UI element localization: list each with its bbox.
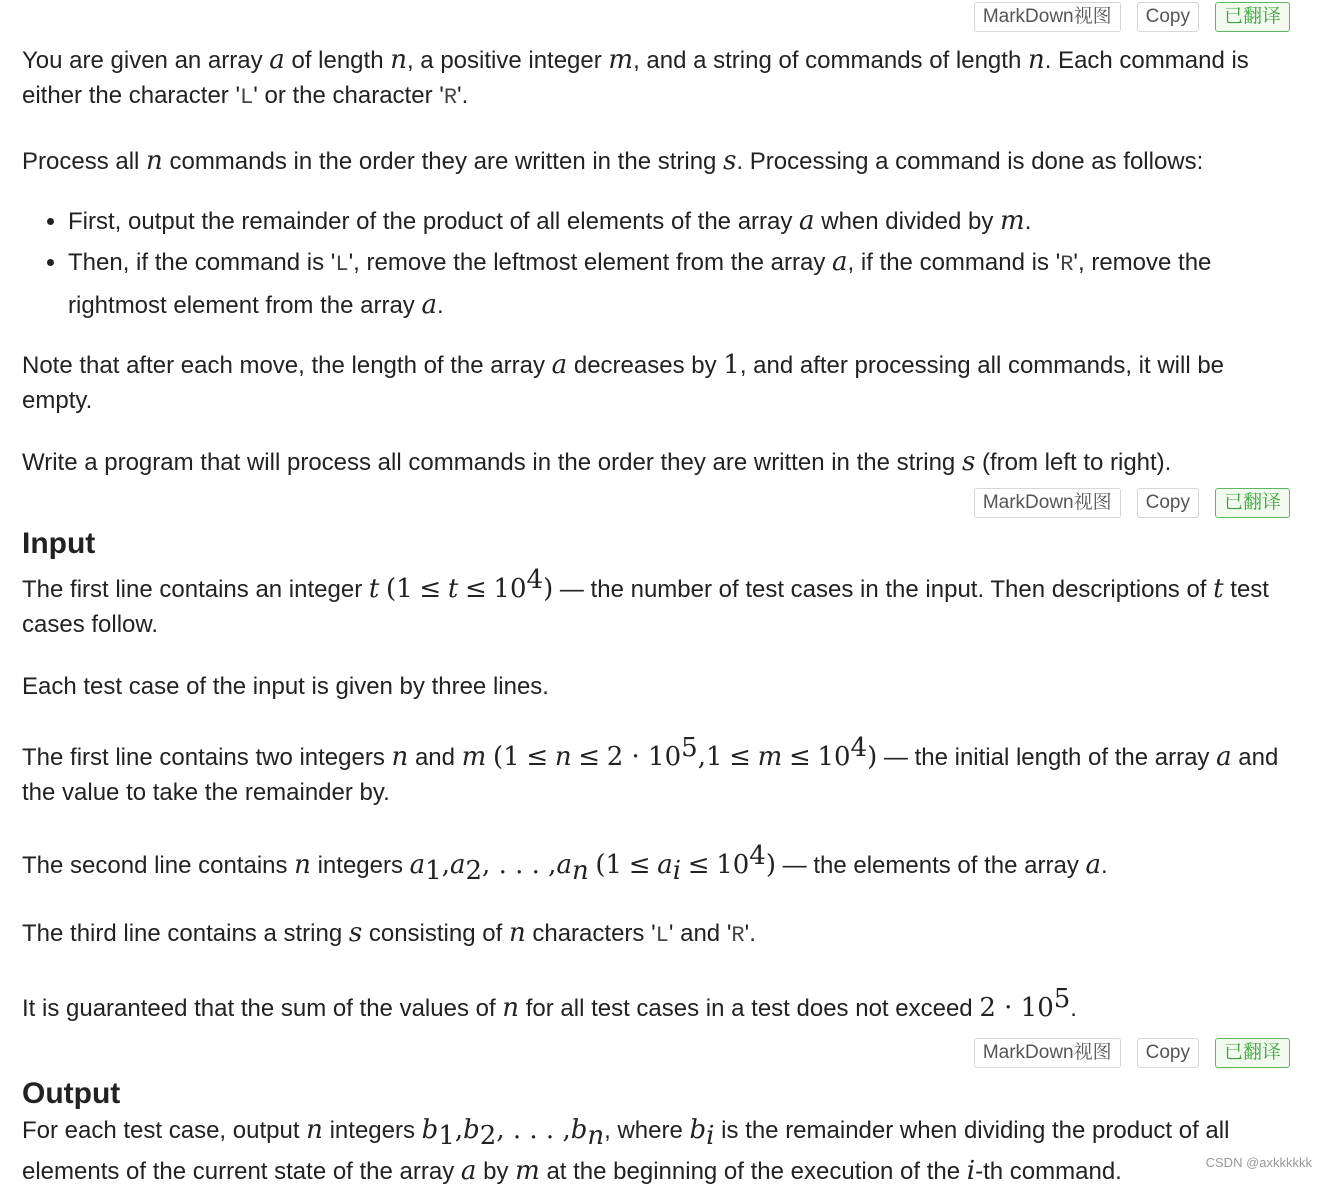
math-symbol: ) [867,742,878,772]
math-var: a [460,1155,477,1186]
math-var: s [348,917,363,948]
text: . [436,292,444,319]
math-symbol: ( [492,742,504,772]
copy-button[interactable]: Copy [1137,2,1199,32]
math-var: a [556,850,572,880]
math-symbol: , . . . , [482,850,557,880]
math-var: m [1000,206,1025,236]
math-exponent: 4 [850,733,868,763]
text: '. [744,919,756,947]
translated-button[interactable]: 已翻译 [1215,2,1290,32]
text: at the beginning of the execution of the [546,1157,961,1185]
math-var: n [390,45,407,75]
math-var: a [269,45,285,75]
text: Note that after each move, the length of the array [22,352,545,379]
input-heading: Input [22,527,96,560]
text: Process all [22,148,140,175]
text: — the initial length of the array [883,744,1210,771]
math-var: n [146,146,163,176]
text: — the elements of the array [782,852,1079,879]
math-symbol: , . . . , [496,1114,571,1145]
text: First, output the remainder of the product of all elements of the array [68,208,793,235]
text: commands in the order they are written in the string [169,148,717,175]
math-var: a [449,850,466,880]
list-item [68,242,1292,326]
math-var: a [551,350,568,380]
input-paragraph-5 [22,916,1292,953]
code-char: R [731,922,745,948]
math-number: 10 [716,850,750,880]
math-var: a [657,850,673,880]
copy-button[interactable]: Copy [1137,488,1199,518]
list-item [68,201,1292,242]
text: (from left to right). [981,449,1172,476]
output-toolbar [22,1038,1292,1068]
math-number: 1 [503,742,520,772]
text: consisting of [368,919,503,947]
text: for all test cases in a test does not exceed [525,994,973,1022]
math-var: b [421,1114,439,1145]
watermark: CSDN @axkkkkkk [1205,1155,1312,1170]
text: by [483,1157,509,1185]
input-paragraph-3 [22,731,1292,810]
text: decreases by [573,352,717,379]
math-var: s [723,146,737,176]
text: '. [457,82,469,109]
translated-button[interactable]: 已翻译 [1215,488,1290,518]
math-number: 1 [723,350,740,380]
math-var: a [1085,850,1102,880]
text: when divided by [821,208,994,235]
math-var: n [502,992,520,1023]
math-var: a [409,850,426,880]
output-paragraph-1 [22,1113,1292,1189]
text: integers [317,852,403,879]
math-number: 2 · 10 [979,992,1054,1023]
input-paragraph-4 [22,839,1292,889]
text: of length [291,47,384,74]
text: ', remove the rightmost element from the array [68,249,1212,319]
math-symbol: ≤ [729,742,751,772]
math-symbol: ( [385,574,397,604]
text: Write a program that will process all commands in the order they are written in the string [22,449,956,476]
math-var: n [1027,45,1045,75]
text: . [1101,852,1108,879]
math-symbol: ≤ [526,742,549,772]
statement-toolbar [22,2,1292,32]
math-symbol: ≤ [628,850,651,880]
math-subscript: 2 [479,1120,497,1151]
math-symbol: , [454,1114,464,1145]
math-exponent: 5 [681,733,698,763]
text: The third line contains a string [22,919,343,947]
input-paragraph-2 [22,669,1292,704]
math-subscript: 1 [425,855,442,886]
math-var: m [757,742,783,772]
math-number: 10 [493,574,527,604]
math-var: t [1213,574,1224,604]
math-number: 2 · 10 [606,742,682,772]
math-var: a [832,247,848,277]
code-char: L [335,252,349,277]
math-subscript: 2 [465,855,483,886]
text: ' and ' [668,919,732,947]
math-subscript: n [571,855,589,886]
math-var: n [306,1114,323,1145]
math-subscript: i [706,1120,715,1151]
math-symbol: ≤ [464,574,487,604]
math-symbol: ) [543,574,554,604]
process-steps-list [22,201,1292,326]
markdown-view-button[interactable]: MarkDown视图 [974,1038,1121,1068]
input-paragraph-1 [22,563,1292,642]
text: , and a string of commands of length [633,47,1022,74]
math-var: m [461,742,487,772]
text: The second line contains [22,852,288,879]
text: , and after processing all commands, it will be empty. [22,352,1225,414]
input-paragraph-6 [22,982,1292,1026]
text: ' or the character ' [253,82,444,109]
math-var: n [508,917,526,948]
text: is the remainder when dividing the product of all elements of the current state of the array [22,1116,1230,1185]
text: . Each command is either the character ' [22,47,1249,109]
code-char: R [443,85,458,110]
text: ', remove the leftmost element from the array [348,249,826,276]
math-symbol: ) [765,850,776,880]
text: — the number of test cases in the input. Then descriptions of [559,576,1207,603]
math-var: n [391,742,409,772]
text: . [1070,994,1077,1022]
math-var: t [447,574,459,604]
math-exponent: 4 [749,841,766,871]
text: , if the command is ' [847,249,1061,276]
math-var: a [799,206,815,236]
text: Each test case of the input is given by three lines. [22,673,549,700]
text: . Processing a command is done as follows: [736,148,1204,175]
copy-button[interactable]: Copy [1137,1038,1199,1068]
math-var: b [463,1114,480,1145]
text: and [414,744,455,771]
math-symbol: ≤ [687,850,710,880]
math-var: b [689,1114,707,1145]
math-number: 1 [396,574,413,604]
code-char: R [1060,252,1074,277]
math-var: m [515,1155,540,1186]
text: integers [329,1116,415,1144]
translated-button[interactable]: 已翻译 [1215,1038,1290,1068]
statement-paragraph-4 [22,445,1292,480]
text: The first line contains an integer [22,576,363,603]
text: It is guaranteed that the sum of the values of [22,994,496,1022]
text: -th command. [975,1157,1122,1185]
code-char: L [655,922,669,948]
code-char: L [240,85,254,110]
statement-paragraph-1 [22,43,1292,115]
text: test cases follow. [22,576,1269,638]
math-number: 1 [705,742,723,772]
math-subscript: n [587,1120,605,1151]
math-var: a [421,290,437,320]
input-toolbar [22,488,1292,518]
math-symbol: ≤ [419,574,442,604]
text: The first line contains two integers [22,744,385,771]
output-heading: Output [22,1076,121,1110]
math-subscript: 1 [438,1120,455,1151]
text: . [1024,208,1032,235]
statement-paragraph-3 [22,348,1292,418]
math-var: a [1216,742,1232,772]
math-symbol: , [441,850,450,880]
text: , a positive integer [406,47,602,74]
math-var: t [368,574,380,604]
text: and the value to take the remainder by. [22,744,1279,806]
math-symbol: ( [595,850,606,880]
math-symbol: , [697,742,706,772]
math-symbol: ≤ [788,742,811,772]
math-symbol: ≤ [578,742,601,772]
math-var: b [570,1114,588,1145]
math-var: m [608,45,634,75]
math-var: n [294,850,311,880]
math-number: 1 [605,850,623,880]
text: You are given an array [22,47,263,74]
math-var: i [966,1155,976,1186]
math-var: n [554,742,572,772]
statement-paragraph-2 [22,144,1292,179]
math-number: 10 [817,742,851,772]
markdown-view-button[interactable]: MarkDown视图 [974,488,1121,518]
math-subscript: i [672,855,682,886]
markdown-view-button[interactable]: MarkDown视图 [974,2,1121,32]
text: Then, if the command is ' [68,249,336,276]
math-exponent: 5 [1053,983,1071,1014]
text: For each test case, output [22,1116,300,1144]
math-exponent: 4 [526,565,544,595]
text: characters ' [532,919,656,947]
math-var: s [961,447,976,477]
problem-statement [22,0,1292,1189]
text: , where [604,1116,683,1144]
